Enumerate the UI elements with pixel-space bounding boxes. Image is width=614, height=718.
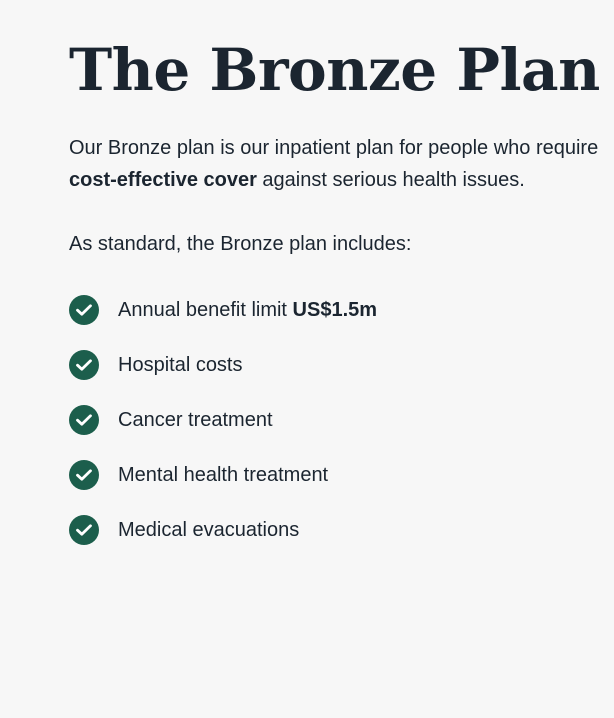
check-circle-icon	[69, 515, 99, 545]
feature-item	[69, 337, 609, 392]
includes-label: As standard, the Bronze plan includes:	[69, 233, 412, 255]
feature-label: Cancer treatment	[118, 408, 273, 431]
intro-text-end: against serious health issues.	[256, 169, 525, 191]
intro-highlight: cost-effective cover	[69, 169, 257, 191]
feature-label: Medical evacuations	[118, 518, 300, 541]
feature-item	[69, 282, 609, 337]
feature-highlight: US$1.5m	[292, 298, 378, 321]
check-circle-icon	[69, 295, 99, 325]
check-circle-icon	[69, 350, 99, 380]
plan-intro	[69, 132, 609, 196]
check-circle-icon	[69, 460, 99, 490]
feature-item	[69, 392, 609, 447]
feature-item	[69, 447, 609, 502]
feature-item	[69, 502, 609, 557]
page-title: The Bronze Plan	[69, 36, 600, 104]
feature-list	[69, 282, 609, 557]
feature-label: Hospital costs	[118, 353, 243, 376]
feature-text: Annual benefit limit	[118, 298, 293, 321]
check-circle-icon	[69, 405, 99, 435]
intro-text-start: Our Bronze plan is our inpatient plan for people who require	[69, 137, 599, 159]
feature-label	[118, 296, 377, 324]
plan-section	[69, 30, 609, 557]
feature-label: Mental health treatment	[118, 463, 329, 486]
